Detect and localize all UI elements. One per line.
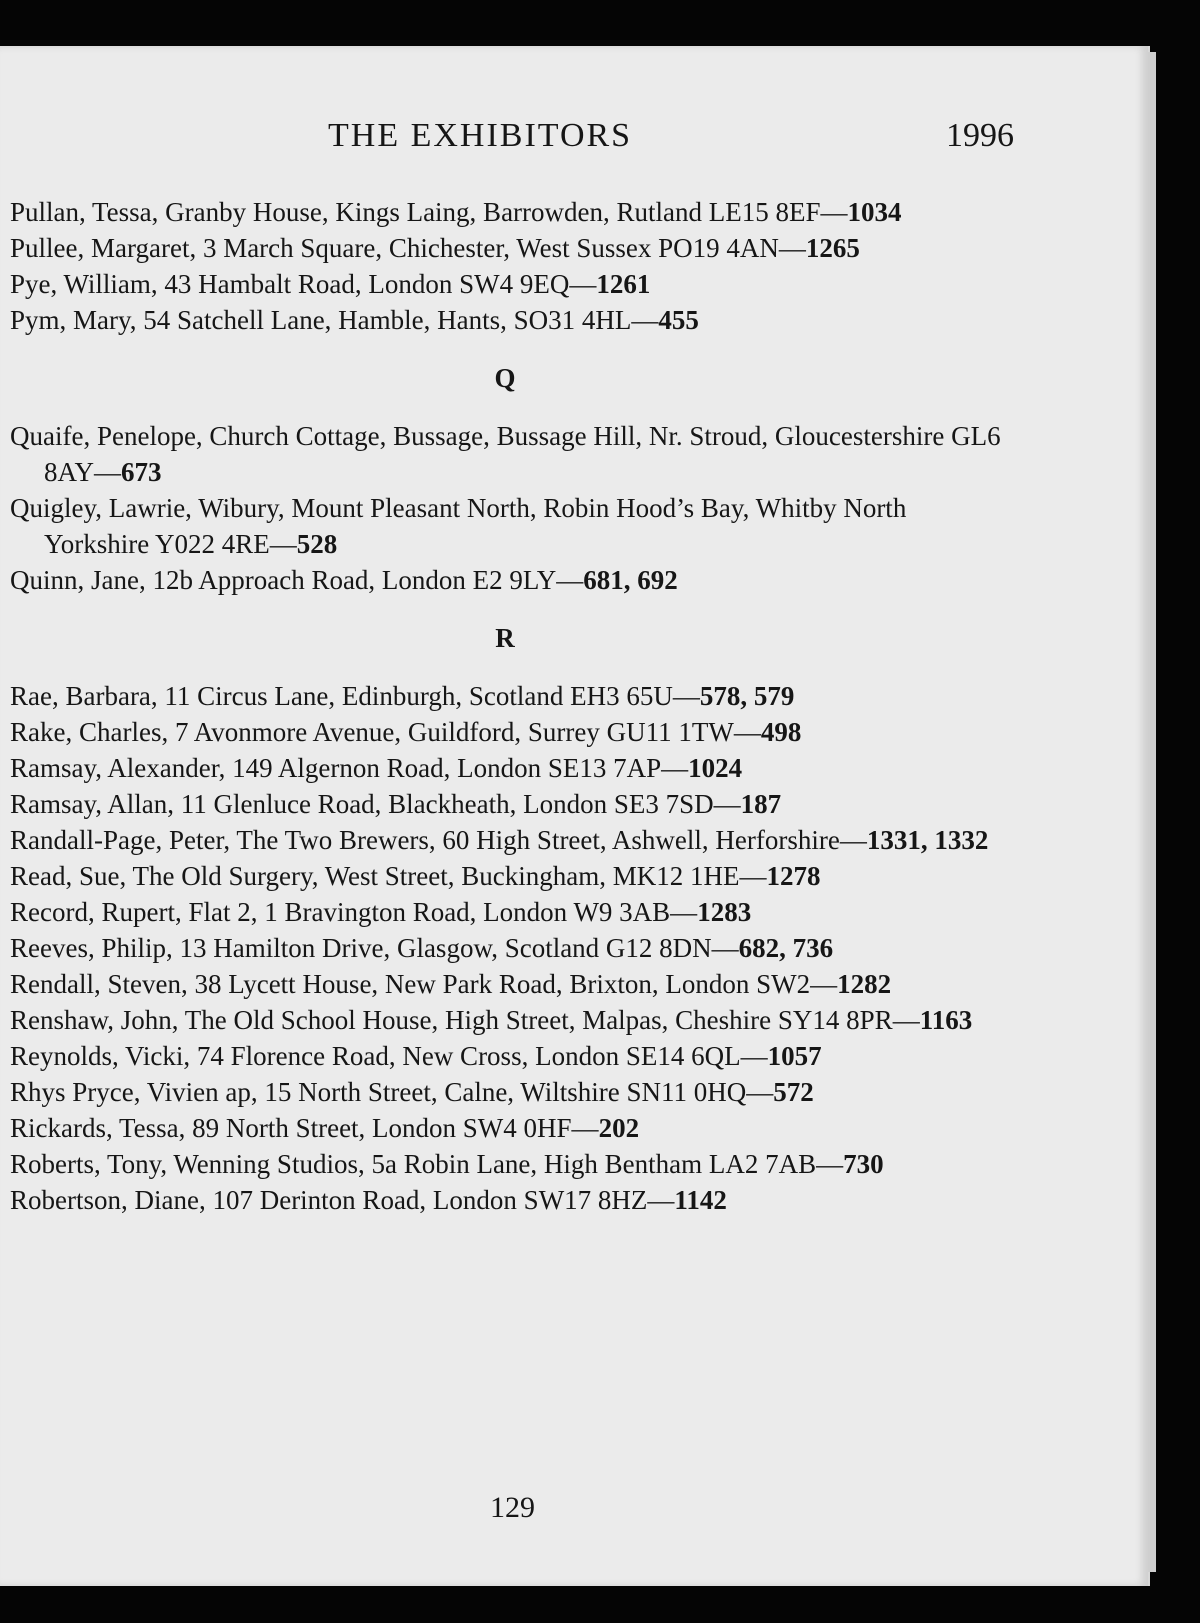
list-item: Rae, Barbara, 11 Circus Lane, Edinburgh, Scotland EH3 65U—578, 579 [10, 681, 795, 711]
running-year: 1996 [946, 117, 1014, 154]
catalogue-numbers: 187 [740, 789, 782, 819]
catalogue-numbers: 528 [296, 529, 338, 559]
catalogue-numbers: 1024 [688, 753, 743, 783]
list-item: Reeves, Philip, 13 Hamilton Drive, Glasgow, Scotland G12 8DN—682, 736 [10, 933, 834, 963]
list-item: Pullee, Margaret, 3 March Square, Chichester, West Sussex PO19 4AN—1265 [10, 233, 860, 263]
catalogue-numbers: 1057 [767, 1041, 822, 1071]
catalogue-numbers: 681, 692 [583, 565, 678, 595]
page-edge [1148, 52, 1156, 1572]
list-item: Quaife, Penelope, Church Cottage, Bussage, Bussage Hill, Nr. Stroud, Gloucestershire GL6 8AY—673 [10, 421, 1001, 487]
catalogue-numbers: 1265 [805, 233, 860, 263]
list-item: Renshaw, John, The Old School House, High Street, Malpas, Cheshire SY14 8PR—1163 [10, 1005, 973, 1035]
list-item: Quigley, Lawrie, Wibury, Mount Pleasant North, Robin Hood’s Bay, Whitby North Yorkshire Y022 4RE—528 [10, 493, 907, 559]
catalogue-numbers: 1261 [596, 269, 651, 299]
list-item: Rake, Charles, 7 Avonmore Avenue, Guildford, Surrey GU11 1TW—498 [10, 717, 802, 747]
list-item: Randall-Page, Peter, The Two Brewers, 60 High Street, Ashwell, Herforshire—1331, 1332 [10, 825, 989, 855]
catalogue-numbers: 673 [121, 457, 162, 487]
list-item: Read, Sue, The Old Surgery, West Street, Buckingham, MK12 1HE—1278 [10, 861, 821, 891]
catalogue-numbers: 682, 736 [738, 933, 834, 963]
list-item: Pullan, Tessa, Granby House, Kings Laing, Barrowden, Rutland LE15 8EF—1034 [10, 197, 902, 227]
running-title: THE EXHIBITORS [328, 117, 633, 154]
list-item: Ramsay, Allan, 11 Glenluce Road, Blackheath, London SE3 7SD—187 [10, 789, 782, 819]
list-item: Roberts, Tony, Wenning Studios, 5a Robin Lane, High Bentham LA2 7AB—730 [10, 1149, 884, 1179]
list-item: Pym, Mary, 54 Satchell Lane, Hamble, Hants, SO31 4HL—455 [10, 305, 699, 335]
page-number: 129 [490, 1491, 535, 1524]
catalogue-numbers: 1331, 1332 [866, 825, 989, 855]
exhibitor-list [10, 194, 1010, 1218]
catalogue-numbers: 572 [773, 1077, 814, 1107]
catalogue-numbers: 498 [760, 717, 802, 747]
list-item: Quinn, Jane, 12b Approach Road, London E2 9LY—681, 692 [10, 565, 678, 595]
list-item: Rendall, Steven, 38 Lycett House, New Park Road, Brixton, London SW2—1282 [10, 969, 892, 999]
book-page [0, 46, 1148, 1586]
catalogue-numbers: 1034 [847, 197, 902, 227]
list-item: Record, Rupert, Flat 2, 1 Bravington Road, London W9 3AB—1283 [10, 897, 752, 927]
catalogue-numbers: 202 [598, 1113, 640, 1143]
catalogue-numbers: 455 [658, 305, 699, 335]
catalogue-numbers: 1163 [919, 1005, 973, 1035]
list-item: Reynolds, Vicki, 74 Florence Road, New Cross, London SE14 6QL—1057 [10, 1041, 822, 1071]
catalogue-numbers: 1142 [674, 1185, 727, 1215]
catalogue-numbers: 1278 [766, 861, 821, 891]
list-item: Rhys Pryce, Vivien ap, 15 North Street, Calne, Wiltshire SN11 0HQ—572 [10, 1077, 814, 1107]
catalogue-numbers: 730 [843, 1149, 884, 1179]
list-item: Pye, William, 43 Hambalt Road, London SW4 9EQ—1261 [10, 269, 651, 299]
catalogue-numbers: 1282 [837, 969, 892, 999]
catalogue-numbers: 1283 [697, 897, 752, 927]
list-item: Rickards, Tessa, 89 North Street, London SW4 0HF—202 [10, 1113, 640, 1143]
section-letter-r: R [495, 623, 515, 653]
list-item: Robertson, Diane, 107 Derinton Road, London SW17 8HZ—1142 [10, 1185, 727, 1215]
list-item: Ramsay, Alexander, 149 Algernon Road, London SE13 7AP—1024 [10, 753, 743, 783]
section-letter-q: Q [494, 363, 516, 393]
catalogue-numbers: 578, 579 [699, 681, 795, 711]
